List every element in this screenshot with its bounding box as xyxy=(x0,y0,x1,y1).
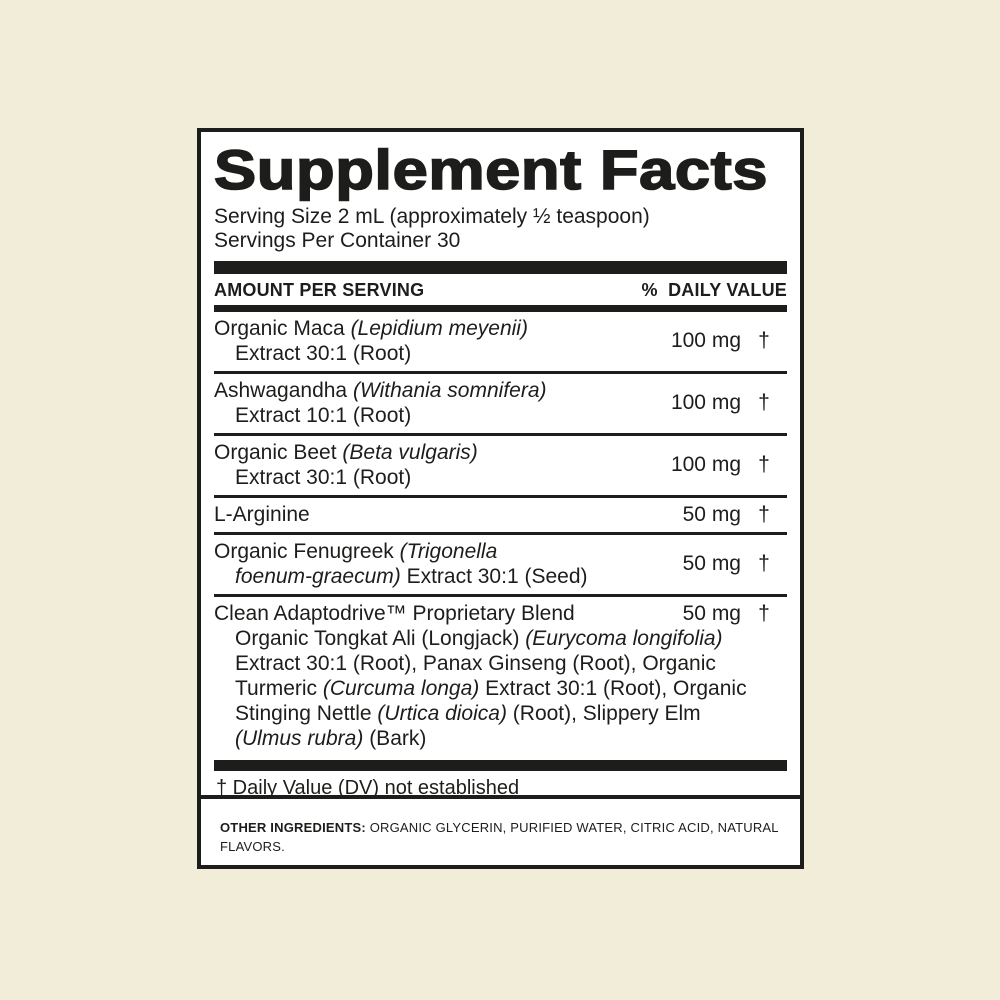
daily-value-footnote: † Daily Value (DV) not established xyxy=(216,777,520,800)
ingredient-line xyxy=(214,378,655,403)
ingredient-text: Organic Maca xyxy=(214,317,351,341)
ingredient-amount: 100 mg xyxy=(670,391,741,415)
ingredient-line xyxy=(214,626,787,651)
proprietary-blend-components xyxy=(214,626,787,751)
ingredient-text: Extract 30:1 (Seed) xyxy=(400,565,588,589)
thick-divider-bar xyxy=(214,261,787,274)
botanical-name: foenum-graecum) xyxy=(235,565,401,589)
ingredient-row xyxy=(214,532,787,594)
ingredient-daily-value-dagger: † xyxy=(758,453,770,477)
ingredient-row xyxy=(214,594,787,756)
ingredient-row xyxy=(214,312,787,371)
ingredient-text: Organic Beet xyxy=(214,441,343,465)
ingredient-line xyxy=(214,726,787,751)
ingredient-amount: 50 mg xyxy=(682,502,741,526)
botanical-name: (Ulmus rubra) xyxy=(235,727,364,751)
ingredient-line xyxy=(214,601,655,626)
ingredient-text: L-Arginine xyxy=(214,503,310,527)
servings-per-container-text: Servings Per Container 30 xyxy=(214,229,461,253)
medium-divider-bar xyxy=(214,305,787,312)
ingredient-line xyxy=(214,651,787,676)
ingredient-row-main xyxy=(214,601,787,626)
ingredient-text: (Bark) xyxy=(363,727,427,751)
ingredient-daily-value-dagger: † xyxy=(758,552,770,576)
ingredient-text: Turmeric xyxy=(235,677,323,701)
ingredient-row xyxy=(214,433,787,495)
ingredient-row xyxy=(214,495,787,532)
botanical-name: (Lepidium meyenii) xyxy=(350,317,528,341)
ingredient-text: Extract 30:1 (Root) xyxy=(235,342,412,366)
ingredient-amount: 100 mg xyxy=(670,329,741,353)
ingredient-amount: 50 mg xyxy=(682,552,741,576)
ingredient-daily-value-dagger: † xyxy=(758,601,770,625)
ingredient-row-main xyxy=(214,440,787,490)
ingredient-row-main xyxy=(214,378,787,428)
column-header-row xyxy=(214,274,787,305)
ingredient-text: (Root), Slippery Elm xyxy=(506,702,701,726)
ingredient-line xyxy=(214,316,655,341)
facts-main-section xyxy=(201,132,800,800)
other-ingredients-label: OTHER INGREDIENTS: xyxy=(220,820,366,835)
ingredient-row-main xyxy=(214,316,787,366)
panel-title: Supplement Facts xyxy=(214,138,769,201)
ingredient-line xyxy=(214,564,655,589)
ingredient-line xyxy=(214,403,655,428)
ingredient-row-main xyxy=(214,539,787,589)
botanical-name: (Urtica dioica) xyxy=(377,702,507,726)
footnote-divider-bar xyxy=(214,760,787,771)
ingredient-name xyxy=(214,539,655,589)
ingredient-line xyxy=(214,539,655,564)
ingredient-text: Stinging Nettle xyxy=(235,702,378,726)
ingredient-text: Extract 10:1 (Root) xyxy=(235,404,412,428)
botanical-name: (Curcuma longa) xyxy=(322,677,480,701)
ingredient-text: Extract 30:1 (Root) xyxy=(235,466,412,490)
ingredient-row-main xyxy=(214,502,787,527)
ingredient-line xyxy=(214,701,787,726)
other-ingredients-paragraph xyxy=(220,818,780,856)
ingredient-name xyxy=(214,378,655,428)
ingredient-text: Ashwagandha xyxy=(214,379,353,403)
ingredient-name xyxy=(214,316,655,366)
ingredient-amount: 100 mg xyxy=(670,453,741,477)
ingredient-text: Organic Fenugreek xyxy=(214,540,400,564)
other-ingredients-text: ORGANIC GLYCERIN, PURIFIED WATER, CITRIC ACID, NATURAL FLAVORS. xyxy=(220,820,779,854)
ingredient-rows xyxy=(214,312,787,756)
botanical-name: (Withania somnifera) xyxy=(352,379,547,403)
ingredient-text: Organic Tongkat Ali (Longjack) xyxy=(235,627,526,651)
ingredient-line xyxy=(214,676,787,701)
ingredient-line xyxy=(214,502,655,527)
ingredient-line xyxy=(214,440,655,465)
ingredient-line xyxy=(214,341,655,366)
serving-size-text: Serving Size 2 mL (approximately ½ teaspoon) xyxy=(214,205,650,229)
ingredient-text: Clean Adaptodrive™ Proprietary Blend xyxy=(214,602,575,626)
ingredient-daily-value-dagger: † xyxy=(758,391,770,415)
ingredient-daily-value-dagger: † xyxy=(758,329,770,353)
ingredient-text: Extract 30:1 (Root), Panax Ginseng (Root), Organic xyxy=(235,652,716,676)
daily-value-header: % DAILY VALUE xyxy=(641,280,787,301)
ingredient-text: Extract 30:1 (Root), Organic xyxy=(479,677,747,701)
other-ingredients-section xyxy=(201,795,800,856)
ingredient-amount: 50 mg xyxy=(682,601,741,625)
botanical-name: (Beta vulgaris) xyxy=(342,441,478,465)
ingredient-name xyxy=(214,440,655,490)
botanical-name: (Trigonella xyxy=(399,540,498,564)
supplement-facts-panel xyxy=(197,128,804,869)
ingredient-name xyxy=(214,502,655,527)
botanical-name: (Eurycoma longifolia) xyxy=(525,627,723,651)
ingredient-row xyxy=(214,371,787,433)
ingredient-line xyxy=(214,465,655,490)
amount-per-serving-header: AMOUNT PER SERVING xyxy=(214,280,425,301)
ingredient-daily-value-dagger: † xyxy=(758,502,770,526)
ingredient-name xyxy=(214,601,655,626)
